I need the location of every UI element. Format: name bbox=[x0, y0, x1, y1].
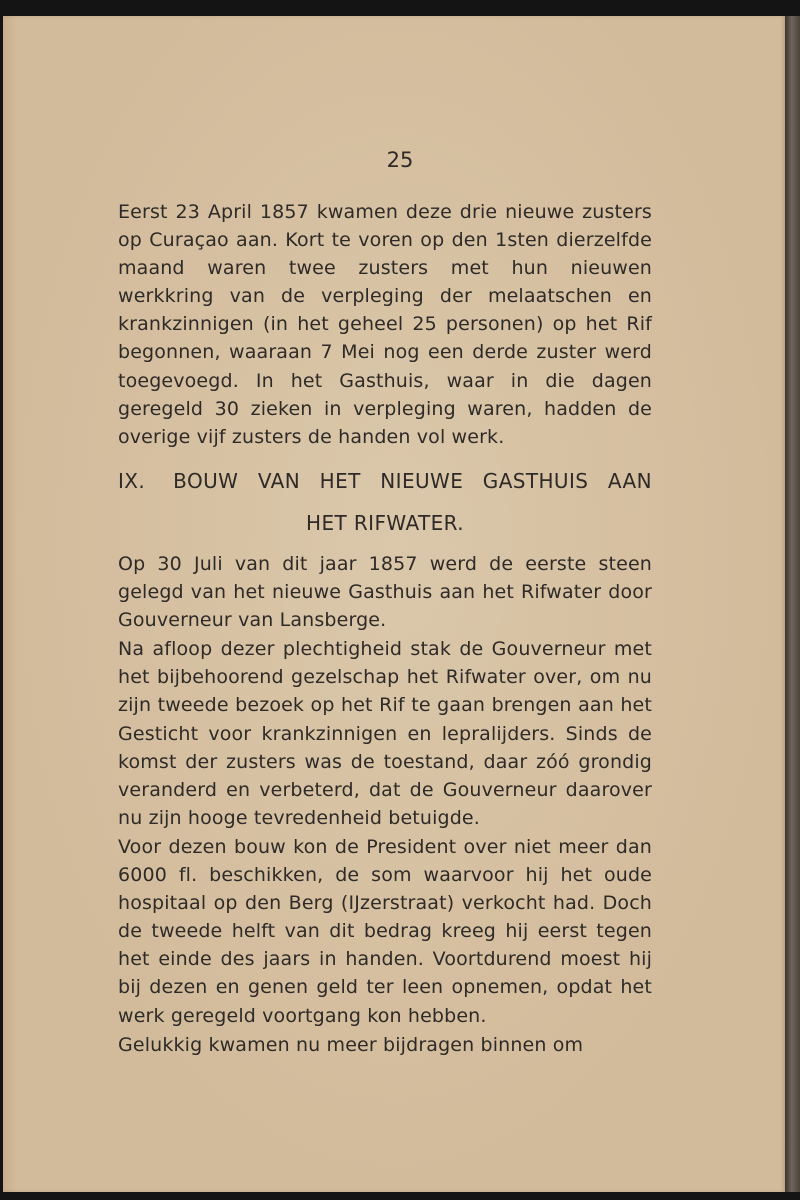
paragraph-5: Gelukkig kwamen nu meer bijdragen binnen om bbox=[118, 1033, 584, 1056]
section-body bbox=[118, 550, 652, 1059]
section-heading bbox=[118, 466, 652, 538]
section-title-line-1: BOUW VAN HET NIEUWE GASTHUIS AAN bbox=[173, 469, 652, 493]
paragraph-1: Eerst 23 April 1857 kwamen deze drie nieuwe zusters op Curaçao aan. Kort te voren op den 1sten dierzelfde maand waren twee zusters met hun nieuwen werkkring van de verpleging der melaatschen en krankzinnigen (in het geheel 25 personen) op het Rif begonnen, waaraan 7 Mei nog een derde zuster werd toegevoegd. In het Gasthuis, waar in die dagen geregeld 30 zieken in verpleging waren, hadden de overige vijf zusters de handen vol werk. bbox=[118, 201, 652, 448]
page-number: 25 bbox=[386, 148, 414, 172]
section-heading-line-1 bbox=[118, 466, 652, 496]
paragraph-4: Voor dezen bouw kon de President over niet meer dan 6000 fl. beschikken, de som waarvoor hij het oude hospitaal op den Berg (IJzerstraat) verkocht had. Doch de tweede helft van dit bedrag kreeg hij eerst tegen het einde des jaars in handen. Voortdurend moest hij bij dezen en genen geld ter leen opnemen, opdat het werk geregeld voortgang kon hebben. bbox=[118, 835, 652, 1027]
page-edge-shadow bbox=[785, 16, 800, 1192]
section-title-line-2: HET RIFWATER. bbox=[306, 511, 464, 535]
section-numeral: IX. bbox=[118, 469, 146, 493]
paragraph-intro bbox=[118, 198, 652, 451]
paragraph-2: Op 30 Juli van dit jaar 1857 werd de eerste steen gelegd van het nieuwe Gasthuis aan het Rifwater door Gouverneur van Lansberge. bbox=[118, 553, 652, 632]
paragraph-3: Na afloop dezer plechtigheid stak de Gouverneur met het bijbehoorend gezelschap het Rifwater over, om nu zijn tweede bezoek op het Rif te gaan brengen aan het Gesticht voor krankzinnigen en lepralijders. Sinds de komst der zusters was de toestand, daar zóó grondig veranderd en verbeterd, dat de Gouverneur daarover nu zijn hooge tevredenheid betuigde. bbox=[118, 638, 652, 829]
